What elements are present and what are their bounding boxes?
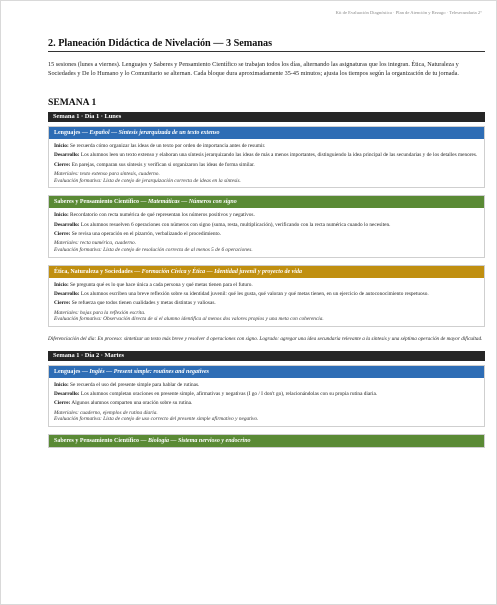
subject-block-lenguajes	[48, 126, 485, 188]
subject-block-saberes-2	[48, 434, 485, 448]
subject-block-etica	[48, 265, 485, 327]
evaluacion-row: Evaluación formativa: Observación directa de si el alumno identifica al menos dos valores propios y una meta con coherencia.	[54, 316, 324, 323]
subject-field: Saberes y Pensamiento Científico —	[54, 437, 149, 444]
subject-header	[49, 127, 484, 139]
evaluacion-row: Evaluación formativa: Lista de cotejo de resolución correcta de al menos 5 de 6 operaciones.	[54, 247, 253, 254]
running-header: Kit de Evaluación Diagnóstica · Plan de Atención y Rezago · Telesecundaria 2°	[335, 10, 482, 15]
subject-topic: Matemáticas — Números con signo	[148, 199, 237, 206]
subject-field: Lenguajes —	[54, 130, 90, 137]
subject-header	[49, 266, 484, 278]
materiales-row: Materiales: hojas para la reflexión escrita.	[54, 309, 146, 316]
subject-topic: Formación Cívica y Ética — Identidad juvenil y proyecto de vida	[141, 268, 302, 275]
subject-topic: Inglés — Present simple: routines and negatives	[89, 368, 210, 375]
day-header-2: Semana 1 · Día 2 · Martes	[48, 351, 485, 361]
subject-header	[49, 196, 484, 208]
subject-header	[49, 435, 484, 447]
materiales-row: Materiales: cuaderno, ejemplos de rutina diaria.	[54, 409, 158, 416]
cierre-row: Cierre: Se refuerza que todos tienen cualidades y metas distintas y valiosas.	[54, 300, 216, 307]
evaluacion-row: Evaluación formativa: Lista de cotejo de jerarquización correcta de ideas en la síntesis.	[54, 177, 241, 184]
inicio-row: Inicio: Se recuerda cómo organizar las ideas de un texto por orden de importancia antes de resumir.	[54, 143, 266, 150]
subject-field: Saberes y Pensamiento Científico —	[54, 199, 149, 206]
page-content	[48, 38, 485, 448]
materiales-row: Materiales: texto extenso para síntesis, cuaderno.	[54, 171, 160, 178]
subject-body	[49, 278, 484, 326]
cierre-row: Cierre: En parejas, comparan sus síntesis y verifican si organizaron las ideas de forma similar.	[54, 161, 255, 168]
cierre-row: Cierre: Algunos alumnos comparten una oración sobre su rutina.	[54, 400, 193, 407]
inicio-row: Inicio: Se recuerda el uso del presente simple para hablar de rutinas.	[54, 381, 200, 388]
differentiation-note: Diferenciación del día: En proceso: sintetizar un texto más breve y resolver 4 operaciones con signo. Logrado: agregar una idea secundaria relevante a la síntesis y una séptima operación de mayor dificultad.	[48, 336, 483, 343]
subject-header	[49, 366, 484, 378]
subject-field: Lenguajes —	[54, 368, 90, 375]
subject-topic: Biología — Sistema nervioso y endocrino	[148, 437, 251, 444]
cierre-row: Cierre: Se revisa una operación en el pizarrón, verbalizando el procedimiento.	[54, 231, 221, 238]
subject-body	[49, 139, 484, 187]
intro-paragraph: 15 sesiones (lunes a viernes). Lenguajes y Saberes y Pensamiento Científico se trabajan todos los días, alternando las asignaturas que los integran. Ética, Naturaleza y Sociedades y De lo Humano y lo Comunitario se alternan. Cada bloque dura aproximadamente 35-45 minutos; ajusta los tiempos según la organización de tu jornada.	[48, 61, 459, 77]
evaluacion-row: Evaluación formativa: Lista de cotejo de uso correcto del presente simple afirmativo y negativo.	[54, 416, 259, 423]
subject-body	[49, 378, 484, 426]
subject-topic: Español — Síntesis jerarquizada de un texto extenso	[89, 130, 220, 137]
materiales-row: Materiales: recta numérica, cuaderno.	[54, 240, 137, 247]
subject-block-saberes	[48, 195, 485, 257]
desarrollo-row: Desarrollo: Los alumnos resuelven 6 operaciones con números con signo (suma, resta, multiplicación), verificando con la recta numérica cuando lo necesiten.	[54, 221, 391, 228]
week-title: SEMANA 1	[48, 97, 97, 109]
subject-block-lenguajes-2	[48, 365, 485, 427]
subject-body	[49, 208, 484, 256]
inicio-row: Inicio: Recordatorio con recta numérica de qué representan los números positivos y negativos.	[54, 212, 255, 219]
subject-field: Ética, Naturaleza y Sociedades —	[54, 268, 142, 275]
inicio-row: Inicio: Se pregunta qué es lo que hace única a cada persona y qué metas tienen para el futuro.	[54, 281, 253, 288]
section-title: 2. Planeación Didáctica de Nivelación — 3 Semanas	[48, 38, 485, 52]
day-header-1: Semana 1 · Día 1 · Lunes	[48, 112, 485, 122]
desarrollo-row: Desarrollo: Los alumnos escriben una breve reflexión sobre su identidad juvenil: qué les gusta, qué valoran y qué metas tienen, en un ejercicio de autoconocimiento respetuoso.	[54, 291, 429, 298]
desarrollo-row: Desarrollo: Los alumnos leen un texto extenso y elaboran una síntesis jerarquizando las ideas de más a menos importantes, distinguiendo la idea principal de las secundarias y de los detalles menores.	[54, 152, 478, 159]
desarrollo-row: Desarrollo: Los alumnos completan oraciones en presente simple, afirmativas y negativas (I go / I don't go), relacionándolas con su propia rutina diaria.	[54, 390, 378, 397]
